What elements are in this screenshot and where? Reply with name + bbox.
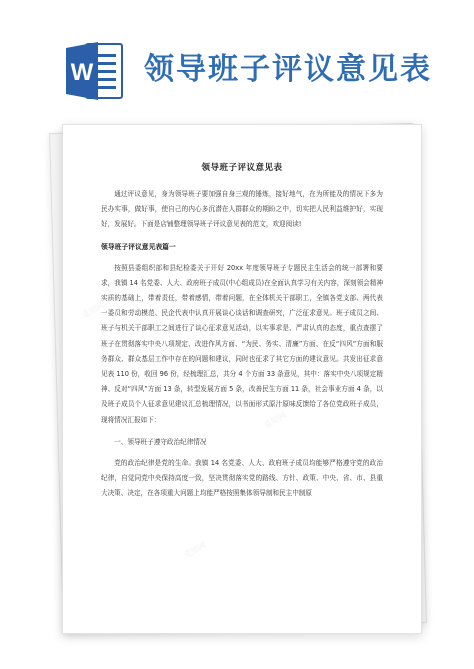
watermark-text: 觅知网 <box>80 300 106 321</box>
watermark-text: 觅知网 <box>262 410 288 431</box>
word-document-icon <box>66 40 124 102</box>
svg-text:W: W <box>70 59 94 86</box>
intro-paragraph: 通过评议意见，身为领导班子要加强自身三观的锤炼，接好地气，在为所能及的情况下多为民办实事，做好事，使自己的内心多沉潜在人群群众的期盼之中，切实把人民利益维护好，实现好，发展好。下面是店铺整理领导班子评议意见表的范文，欢迎阅读! <box>101 190 383 229</box>
banner-title: 领导班子评议意见表 <box>144 52 432 87</box>
section-subhead: 领导班子评议意见表篇一 <box>101 242 176 251</box>
body-paragraph: 按照县委组织部和县纪检委关于开好 20xx 年度领导班子专题民主生活会的统一部署和要求，我镇 14 名党委、人大、政府班子成员(中心组成员)在全面认真学习有关内容，深刻领会精神实质的基础上，带着责任，带着感情，带着问题，在全体机关干部职工，全镇各党支部、两代表一委员和劳动模范、民企代表中认真开展谈心谈话和调查研究，广泛征求意见。班子成员之间、班子与机关干部职工之间进行了谈心征求意见活动，以实事求是、严肃认真的态度，重点查摆了班子在贯彻落实中央八项规定、改进作风方面、“为民、务实、清廉”方面、在反“四风”方面和服务群众、群众基层工作中存在的问题和建议，同时也征求了其它方面的建议意见。共发出征求意见表 110 份，收回 96 份，经梳理汇总，共分 4 个方面 33 条意见，其中：落实中央八项规定精神、反对“四风”方面 13 条，转型发展方面 5 条，改善民生方面 11 条，社会事业方面 4 条，以及班子成员个人征求意见建议汇总梳理情况，以书面形式原汁原味反馈给了各位党政班子成员，现将情况汇报如下： <box>101 263 383 424</box>
header-banner <box>0 0 474 120</box>
document-sheet <box>62 124 422 634</box>
section-heading: 一、领导班子遵守政治纪律情况 <box>114 437 207 446</box>
section-paragraph: 党的政治纪律是党的生命。我镇 14 名党委、人大、政府班子成员均能够严格遵守党的政治纪律，自觉同党中央保持高度一致，坚决贯彻落实党的路线、方针、政策、中央、省、市、县重大决策、决定，在各项重大问题上均能严格按照集体领导制和民主中制原 <box>101 458 383 498</box>
watermark-text: 觅知网 <box>182 540 208 561</box>
document-title: 领导班子评议意见表 <box>201 163 283 173</box>
